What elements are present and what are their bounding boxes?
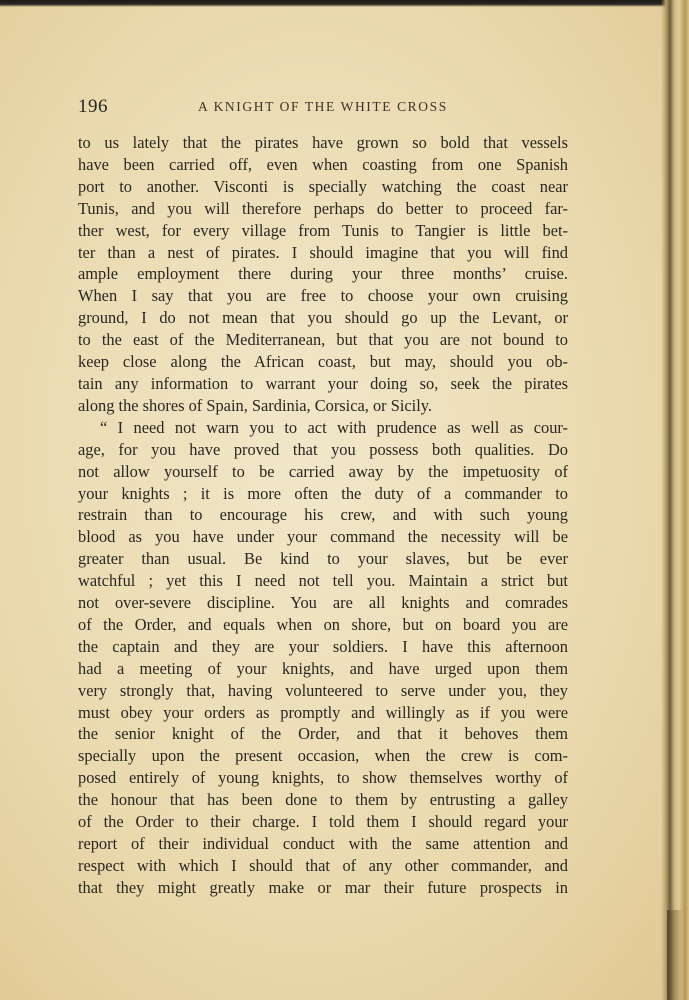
text-line: along the shores of Spain, Sardinia, Corsica, or Sicily. [78,395,433,415]
text-line: the captain and they are your soldiers. I have this afternoon [78,636,568,656]
text-line: to us lately that the pirates have grown so bold that vessels [78,133,568,152]
text-line: posed entirely of young knights, to show themselves worthy of [78,768,568,788]
text-line: to the east of the Mediterranean, but that you are not bound to [78,330,568,350]
text-line: of the Order to their charge. I told them I should regard your [78,812,568,832]
text-line: had a meeting of your knights, and have urged upon them [78,658,568,678]
running-head: A KNIGHT OF THE WHITE CROSS [198,99,448,114]
page-number: 196 [78,96,108,117]
text-line: ther west, for every village from Tunis to Tangier is little bet- [78,220,568,240]
text-line: the senior knight of the Order, and that it behoves them [78,724,568,744]
text-line: port to another. Visconti is specially watching the coast near [78,176,568,196]
text-line: have been carried off, even when coasting from one Spanish [78,154,568,174]
text-line: watchful ; yet this I need not tell you. Maintain a strict but [78,571,568,591]
body-text [78,132,568,899]
text-line: of the Order, and equals when on shore, but on board you are [78,614,568,634]
text-line: tain any information to warrant your doing so, seek the pirates [78,373,568,393]
text-line: respect with which I should that of any other commander, and [78,855,568,875]
text-line: blood as you have under your command the necessity will be [78,527,568,547]
text-line: “ I need not warn you to act with prudence as well as cour- [100,417,568,437]
page-header [78,96,568,120]
text-line: ter than a nest of pirates. I should imagine that you will find [78,242,568,262]
text-line: ground, I do not mean that you should go up the Levant, or [78,308,568,328]
text-line: ample employment there during your three months’ cruise. [78,264,568,284]
text-line: that they might greatly make or mar their future prospects in [78,877,568,897]
page-binding-shadow [667,910,681,1000]
text-line: very strongly that, having volunteered to serve under you, they [78,680,568,700]
text-line: Tunis, and you will therefore perhaps do better to proceed far- [78,198,568,218]
text-line: the honour that has been done to them by entrusting a galley [78,790,568,810]
text-line: age, for you have proved that you possess both qualities. Do [78,439,568,459]
text-line: must obey your orders as promptly and willingly as if you were [78,702,568,722]
text-line: When I say that you are free to choose your own cruising [78,286,568,306]
text-line: restrain than to encourage his crew, and with such young [78,505,568,525]
text-line: greater than usual. Be kind to your slaves, but be ever [78,549,568,569]
page-right-edge [661,0,689,1000]
text-line: not over-severe discipline. You are all knights and comrades [78,593,568,613]
text-line: report of their individual conduct with the same attention and [78,834,568,853]
text-line: specially upon the present occasion, when the crew is com- [78,746,568,766]
page-top-shadow [0,0,689,7]
text-line: your knights ; it is more often the duty of a commander to [78,483,568,503]
text-line: not allow yourself to be carried away by the impetuosity of [78,461,568,481]
text-line: keep close along the African coast, but may, should you ob- [78,352,568,372]
